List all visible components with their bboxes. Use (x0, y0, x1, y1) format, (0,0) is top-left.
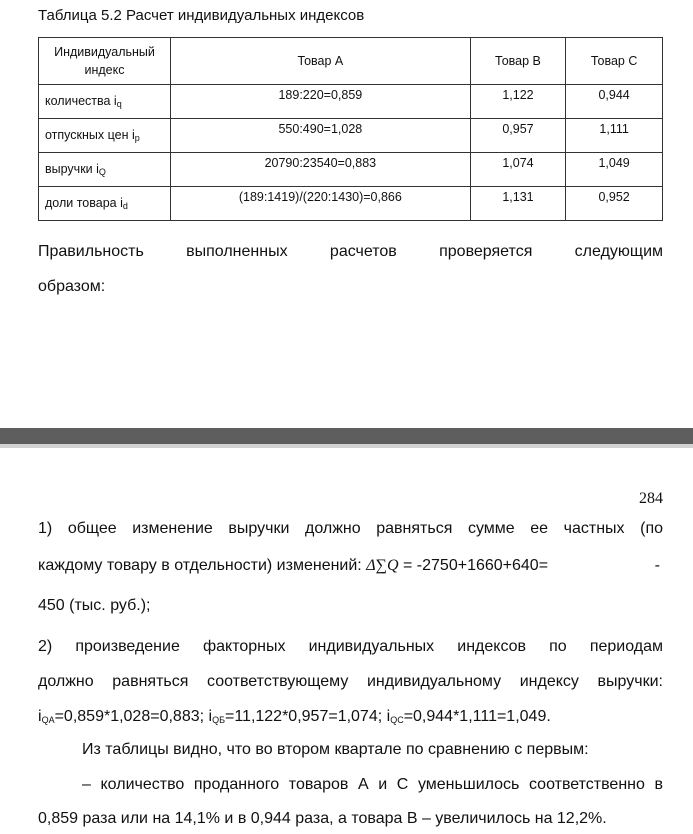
index-qa: $i_{QA}=0,859*1,028=0,883$; (38, 708, 209, 725)
index-qc: $i_{QC}=0,944*1,111=1,049$. (386, 708, 551, 725)
item2-line3 (38, 708, 663, 726)
cell-product-c: 1,111 (566, 119, 663, 153)
row-label: отпускных цен $i_p$ (39, 119, 171, 153)
paragraph-conclusion: Из таблицы видно, что во втором квартале по сравнению с первым: (82, 741, 589, 758)
item1-line2 (38, 557, 663, 575)
cell-product-b: 0,957 (470, 119, 566, 153)
page-separator (0, 428, 693, 444)
cell-product-b: 1,131 (470, 187, 566, 221)
row-label: количества $i_q$ (39, 85, 171, 119)
item1-text: каждому товару в отдельности) изменений: (38, 557, 362, 574)
cell-product-a: (189:1419)/(220:1430)=0,866 (171, 187, 471, 221)
cell-product-a: 20790:23540=0,883 (171, 153, 471, 187)
page-separator-shadow (0, 444, 693, 448)
cell-product-a: 189:220=0,859 (171, 85, 471, 119)
item1-line1: 1) общее изменение выручки должно равняться сумме ее частных (по (38, 520, 663, 537)
table-row (39, 153, 663, 187)
cell-product-b: 1,122 (470, 85, 566, 119)
table-row (39, 187, 663, 221)
item2-line1: 2) произведение факторных индивидуальных индексов по периодам (38, 638, 663, 655)
bullet1-line1: – количество проданного товаров А и С уменьшилось соответственно в (82, 776, 663, 793)
cell-product-c: 1,049 (566, 153, 663, 187)
delta-sum-formula: Δ∑Q (366, 557, 399, 574)
header-cell-product-a: Товар А (171, 38, 471, 85)
header-cell-product-b: Товар В (470, 38, 566, 85)
item1-line3: 450 (тыс. руб.); (38, 597, 151, 614)
header-cell-product-c: Товар С (566, 38, 663, 85)
bullet1-line2: 0,859 раза или на 14,1% и в 0,944 раза, а товара В – увеличилось на 12,2%. (38, 810, 607, 827)
page-number: 284 (639, 490, 663, 507)
header-cell-index: Индивидуальный индекс (39, 38, 171, 85)
cell-product-a: 550:490=1,028 (171, 119, 471, 153)
table-row (39, 85, 663, 119)
table-row (39, 119, 663, 153)
cell-product-c: 0,944 (566, 85, 663, 119)
paragraph-check-line1: Правильность выполненных расчетов проверяется следующим (38, 243, 663, 260)
paragraph-check-line2: образом: (38, 278, 106, 295)
item1-dash: - (654, 557, 660, 574)
table-caption: Таблица 5.2 Расчет индивидуальных индексов (38, 7, 365, 24)
table-header-row (39, 38, 663, 85)
row-label: выручки $i_Q$ (39, 153, 171, 187)
cell-product-b: 1,074 (470, 153, 566, 187)
index-table (38, 37, 663, 221)
item1-equation: = -2750+1660+640= (403, 557, 549, 574)
item2-line2: должно равняться соответствующему индивидуальному индексу выручки: (38, 673, 663, 690)
index-qb: $i_{QБ}=11,122*0,957=1,074$; (208, 708, 387, 725)
row-label: доли товара $i_d$ (39, 187, 171, 221)
cell-product-c: 0,952 (566, 187, 663, 221)
